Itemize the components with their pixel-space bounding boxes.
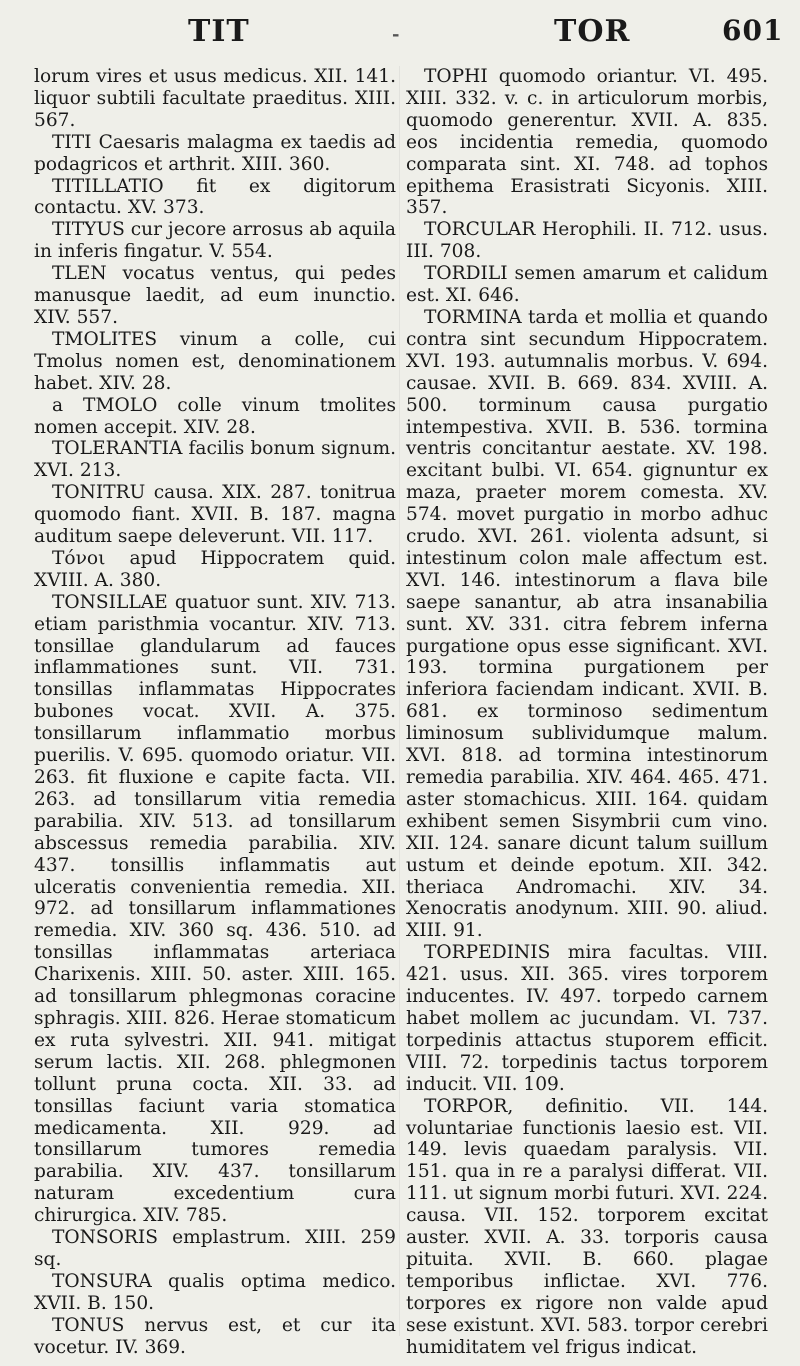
index-entry: TOPHI quomodo oriantur. VI. 495. XIII. 332. v. c. in articulorum morbis, quomodo generentur. XVII. A. 835. eos incidentia remedia, quomodo comparata sint. XI. 748. ad tophos epithema Erasistrati Sicyonis. XIII. 357. bbox=[406, 66, 768, 219]
index-entry: TORCULAR Herophili. II. 712. usus. III. 708. bbox=[406, 219, 768, 263]
page-number: 601 bbox=[722, 14, 784, 47]
index-entry: TMOLITES vinum a colle, cui Tmolus nomen est, denominationem habet. XIV. 28. bbox=[34, 328, 396, 394]
index-entry: TONSILLAE quatuor sunt. XIV. 713. etiam paristhmia vocantur. XIV. 713. tonsillae glandularum ad fauces inflammationes sunt. VII. 731. tonsillas inflammatas Hippocrates bubones vocat. XVII. A. 375. tonsillarum inflammatio morbus puerilis. V. 695. quomodo oriatur. VII. 263. fit fluxione e capite facta. VII. 263. ad tonsillarum vitia remedia parabilia. XIV. 513. ad tonsillarum abscessus remedia parabilia. XIV. 437. tonsillis inflammatis aut ulceratis convenientia remedia. XII. 972. ad tonsillarum inflammationes remedia. XIV. 360 sq. 436. 510. ad tonsillas inflammatas arteriaca Charixenis. XIII. 50. aster. XIII. 165. ad tonsillarum phlegmonas coracine sphragis. XIII. 826. Herae stomaticum ex ruta sylvestri. XII. 941. mitigat serum lactis. XII. 268. phlegmonen tollunt pruna cocta. XII. 33. ad tonsillas faciunt varia stomatica medicamenta. XII. 929. ad tonsillarum tumores remedia parabilia. XIV. 437. tonsillarum naturam excedentium cura chirurgica. XIV. 785. bbox=[34, 591, 396, 1227]
index-entry: TORDILI semen amarum et calidum est. XI. 646. bbox=[406, 263, 768, 307]
index-entry: TONSORIS emplastrum. XIII. 259 sq. bbox=[34, 1227, 396, 1270]
running-header bbox=[0, 0, 800, 62]
left-column bbox=[34, 66, 396, 1358]
column-divider bbox=[399, 66, 400, 1336]
index-entry: TORPEDINIS mira facultas. VIII. 421. usus. XII. 365. vires torporem inducentes. IV. 497. torpedo carnem habet mollem ac jucundam. VI. 737. torpedinis attactus stuporem efficit. VIII. 72. torpedinis tactus torporem inducit. VII. 109. bbox=[406, 942, 768, 1095]
index-entry: TONUS nervus est, et cur ita vocetur. IV. 369. bbox=[34, 1314, 396, 1358]
index-entry: TORPOR, definitio. VII. 144. voluntariae functionis laesio est. VII. 149. levis quaedam paralysis. VII. 151. qua in re a paralysi differat. VII. 111. ut signum morbi futuri. XVI. 224. causa. VII. 152. torporem excitat auster. XVII. A. 33. torporis causa pituita. XVII. B. 660. plagae temporibus inflictae. XVI. 776. torpores ex rigore non valde apud sese existunt. XVI. 583. torpor cerebri humiditatem vel frigus indicat. bbox=[406, 1095, 768, 1358]
index-entry: TITI Caesaris malagma ex taedis ad podagricos et arthrit. XIII. 360. bbox=[34, 131, 396, 175]
header-left-keyword: TIT bbox=[188, 14, 250, 49]
index-entry: TOLERANTIA facilis bonum signum. XVI. 213. bbox=[34, 438, 396, 482]
header-right-keyword: TOR bbox=[554, 14, 631, 49]
index-entry: TITILLATIO fit ex digitorum contactu. XV. 373. bbox=[34, 175, 396, 219]
index-entry: Τόνοι apud Hippocratem quid. XVIII. A. 380. bbox=[34, 547, 396, 591]
header-separator: - bbox=[392, 24, 401, 45]
index-entry: TITYUS cur jecore arrosus ab aquila in inferis fingatur. V. 554. bbox=[34, 219, 396, 263]
index-entry: lorum vires et usus medicus. XII. 141. liquor subtili facultate praeditus. XIII. 567. bbox=[34, 66, 396, 131]
right-column bbox=[406, 66, 768, 1358]
index-entry: TLEN vocatus ventus, qui pedes manusque laedit, ad eum inunctio. XIV. 557. bbox=[34, 263, 396, 328]
index-entry: TORMINA tarda et mollia et quando contra sint secundum Hippocratem. XVI. 193. autumnalis morbus. V. 694. causae. XVII. B. 669. 834. XVIII. A. 500. torminum causa purgatio intempestiva. XVII. B. 536. tormina ventris concitantur aestate. XV. 198. excitant bulbi. VI. 654. gignuntur ex maza, praeter morem comesta. XV. 574. movet purgatio in morbo adhuc crudo. XVI. 261. violenta adsunt, si intestinum colon male affectum est. XVI. 146. intestinorum a flava bile saepe sanantur, ab atra insanabilia sunt. XV. 331. citra febrem inferna purgatione opus esse significant. XVI. 193. tormina purgationem per inferiora faciendam indicant. XVII. B. 681. ex torminoso sedimentum liminosum sublividumque malum. XVI. 818. ad tormina intestinorum remedia parabilia. XIV. 464. 465. 471. aster stomachicus. XIII. 164. quidam exhibent semen Sisymbrii cum vino. XII. 124. sanare dicunt talum suillum ustum et deinde epotum. XII. 342. theriaca Andromachi. XIV. 34. Xenocratis anodynum. XIII. 90. aliud. XIII. 91. bbox=[406, 306, 768, 942]
index-entry: TONSURA qualis optima medico. XVII. B. 150. bbox=[34, 1270, 396, 1314]
index-entry: TONITRU causa. XIX. 287. tonitrua quomodo fiant. XVII. B. 187. magna auditum saepe deleverunt. VII. 117. bbox=[34, 482, 396, 548]
index-entry: a TMOLO colle vinum tmolites nomen accepit. XIV. 28. bbox=[34, 394, 396, 438]
